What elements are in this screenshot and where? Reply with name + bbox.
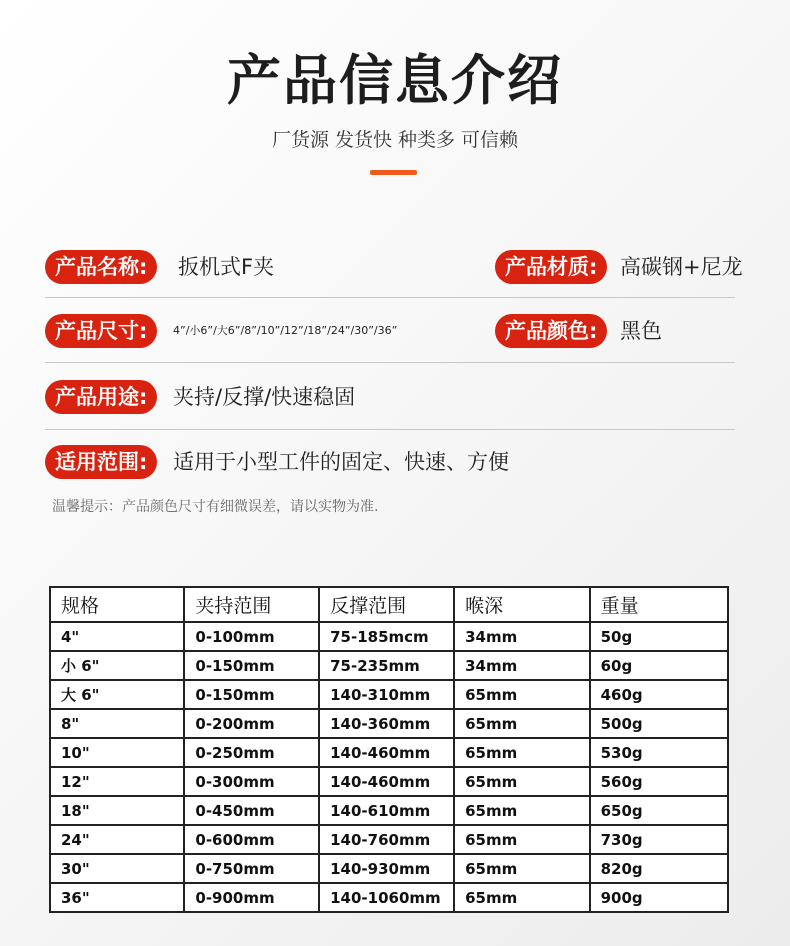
cell-weight: 460g — [590, 680, 728, 709]
product-use-label: 产品用途: — [45, 380, 157, 414]
page-title: 产品信息介绍 — [227, 49, 563, 112]
cell-throat-depth: 65mm — [454, 796, 590, 825]
cell-spec: 12" — [50, 767, 184, 796]
cell-throat-depth: 65mm — [454, 709, 590, 738]
cell-spread-range: 140-1060mm — [319, 883, 454, 912]
product-use-value: 夹持/反撑/快速稳固 — [173, 385, 356, 409]
cell-spread-range: 75-235mm — [319, 651, 454, 680]
table-row — [50, 622, 728, 651]
product-scope-label: 适用范围: — [45, 445, 157, 479]
cell-spec: 30" — [50, 854, 184, 883]
cell-weight: 900g — [590, 883, 728, 912]
header-weight: 重量 — [590, 587, 728, 622]
cell-weight: 530g — [590, 738, 728, 767]
cell-weight: 650g — [590, 796, 728, 825]
cell-spec: 小 6" — [50, 651, 184, 680]
cell-spread-range: 140-460mm — [319, 738, 454, 767]
table-row — [50, 680, 728, 709]
cell-throat-depth: 65mm — [454, 854, 590, 883]
product-name-value: 扳机式F夹 — [178, 255, 275, 279]
cell-throat-depth: 65mm — [454, 767, 590, 796]
info-row-size-color — [45, 310, 735, 350]
product-color-label: 产品颜色: — [495, 314, 607, 348]
divider — [45, 429, 735, 430]
product-name-label: 产品名称: — [45, 250, 157, 284]
info-row-use — [45, 376, 735, 416]
cell-clamp-range: 0-200mm — [184, 709, 319, 738]
cell-throat-depth: 34mm — [454, 622, 590, 651]
table-row — [50, 767, 728, 796]
cell-spec: 24" — [50, 825, 184, 854]
table-row — [50, 651, 728, 680]
cell-weight: 730g — [590, 825, 728, 854]
divider — [45, 297, 735, 298]
cell-spec: 大 6" — [50, 680, 184, 709]
cell-spread-range: 75-185mcm — [319, 622, 454, 651]
cell-throat-depth: 34mm — [454, 651, 590, 680]
product-material-label: 产品材质: — [495, 250, 607, 284]
cell-spread-range: 140-310mm — [319, 680, 454, 709]
cell-throat-depth: 65mm — [454, 680, 590, 709]
cell-spec: 18" — [50, 796, 184, 825]
table-row — [50, 796, 728, 825]
tip-note: 温馨提示：产品颜色尺寸有细微误差，请以实物为准. — [52, 499, 379, 515]
cell-spread-range: 140-460mm — [319, 767, 454, 796]
cell-clamp-range: 0-750mm — [184, 854, 319, 883]
cell-spread-range: 140-610mm — [319, 796, 454, 825]
cell-clamp-range: 0-600mm — [184, 825, 319, 854]
info-row-name-material — [45, 246, 743, 286]
cell-spec: 36" — [50, 883, 184, 912]
cell-weight: 560g — [590, 767, 728, 796]
cell-throat-depth: 65mm — [454, 738, 590, 767]
header-throat-depth: 喉深 — [454, 587, 590, 622]
cell-weight: 60g — [590, 651, 728, 680]
info-row-scope — [45, 441, 735, 481]
cell-weight: 820g — [590, 854, 728, 883]
table-header-row — [50, 587, 728, 622]
cell-clamp-range: 0-150mm — [184, 680, 319, 709]
cell-weight: 500g — [590, 709, 728, 738]
product-size-value: 4”/小6”/大6”/8”/10”/12”/18”/24”/30”/36” — [173, 324, 398, 337]
cell-throat-depth: 65mm — [454, 883, 590, 912]
cell-clamp-range: 0-100mm — [184, 622, 319, 651]
product-size-label: 产品尺寸: — [45, 314, 157, 348]
cell-clamp-range: 0-150mm — [184, 651, 319, 680]
cell-spread-range: 140-760mm — [319, 825, 454, 854]
product-scope-value: 适用于小型工件的固定、快速、方便 — [173, 450, 509, 474]
cell-weight: 50g — [590, 622, 728, 651]
header-spec: 规格 — [50, 587, 184, 622]
header-spread-range: 反撑范围 — [319, 587, 454, 622]
cell-spread-range: 140-930mm — [319, 854, 454, 883]
cell-spread-range: 140-360mm — [319, 709, 454, 738]
table-row — [50, 883, 728, 912]
table-row — [50, 709, 728, 738]
cell-throat-depth: 65mm — [454, 825, 590, 854]
product-material-value: 高碳钢+尼龙 — [620, 255, 743, 279]
cell-clamp-range: 0-250mm — [184, 738, 319, 767]
accent-divider — [370, 170, 417, 175]
page-subtitle: 厂货源 发货快 种类多 可信赖 — [271, 129, 519, 151]
header-clamp-range: 夹持范围 — [184, 587, 319, 622]
product-color-value: 黑色 — [620, 319, 662, 343]
cell-clamp-range: 0-300mm — [184, 767, 319, 796]
cell-clamp-range: 0-450mm — [184, 796, 319, 825]
cell-spec: 10" — [50, 738, 184, 767]
cell-clamp-range: 0-900mm — [184, 883, 319, 912]
table-row — [50, 738, 728, 767]
table-row — [50, 854, 728, 883]
cell-spec: 4" — [50, 622, 184, 651]
divider — [45, 362, 735, 363]
table-row — [50, 825, 728, 854]
spec-table — [49, 586, 729, 913]
cell-spec: 8" — [50, 709, 184, 738]
